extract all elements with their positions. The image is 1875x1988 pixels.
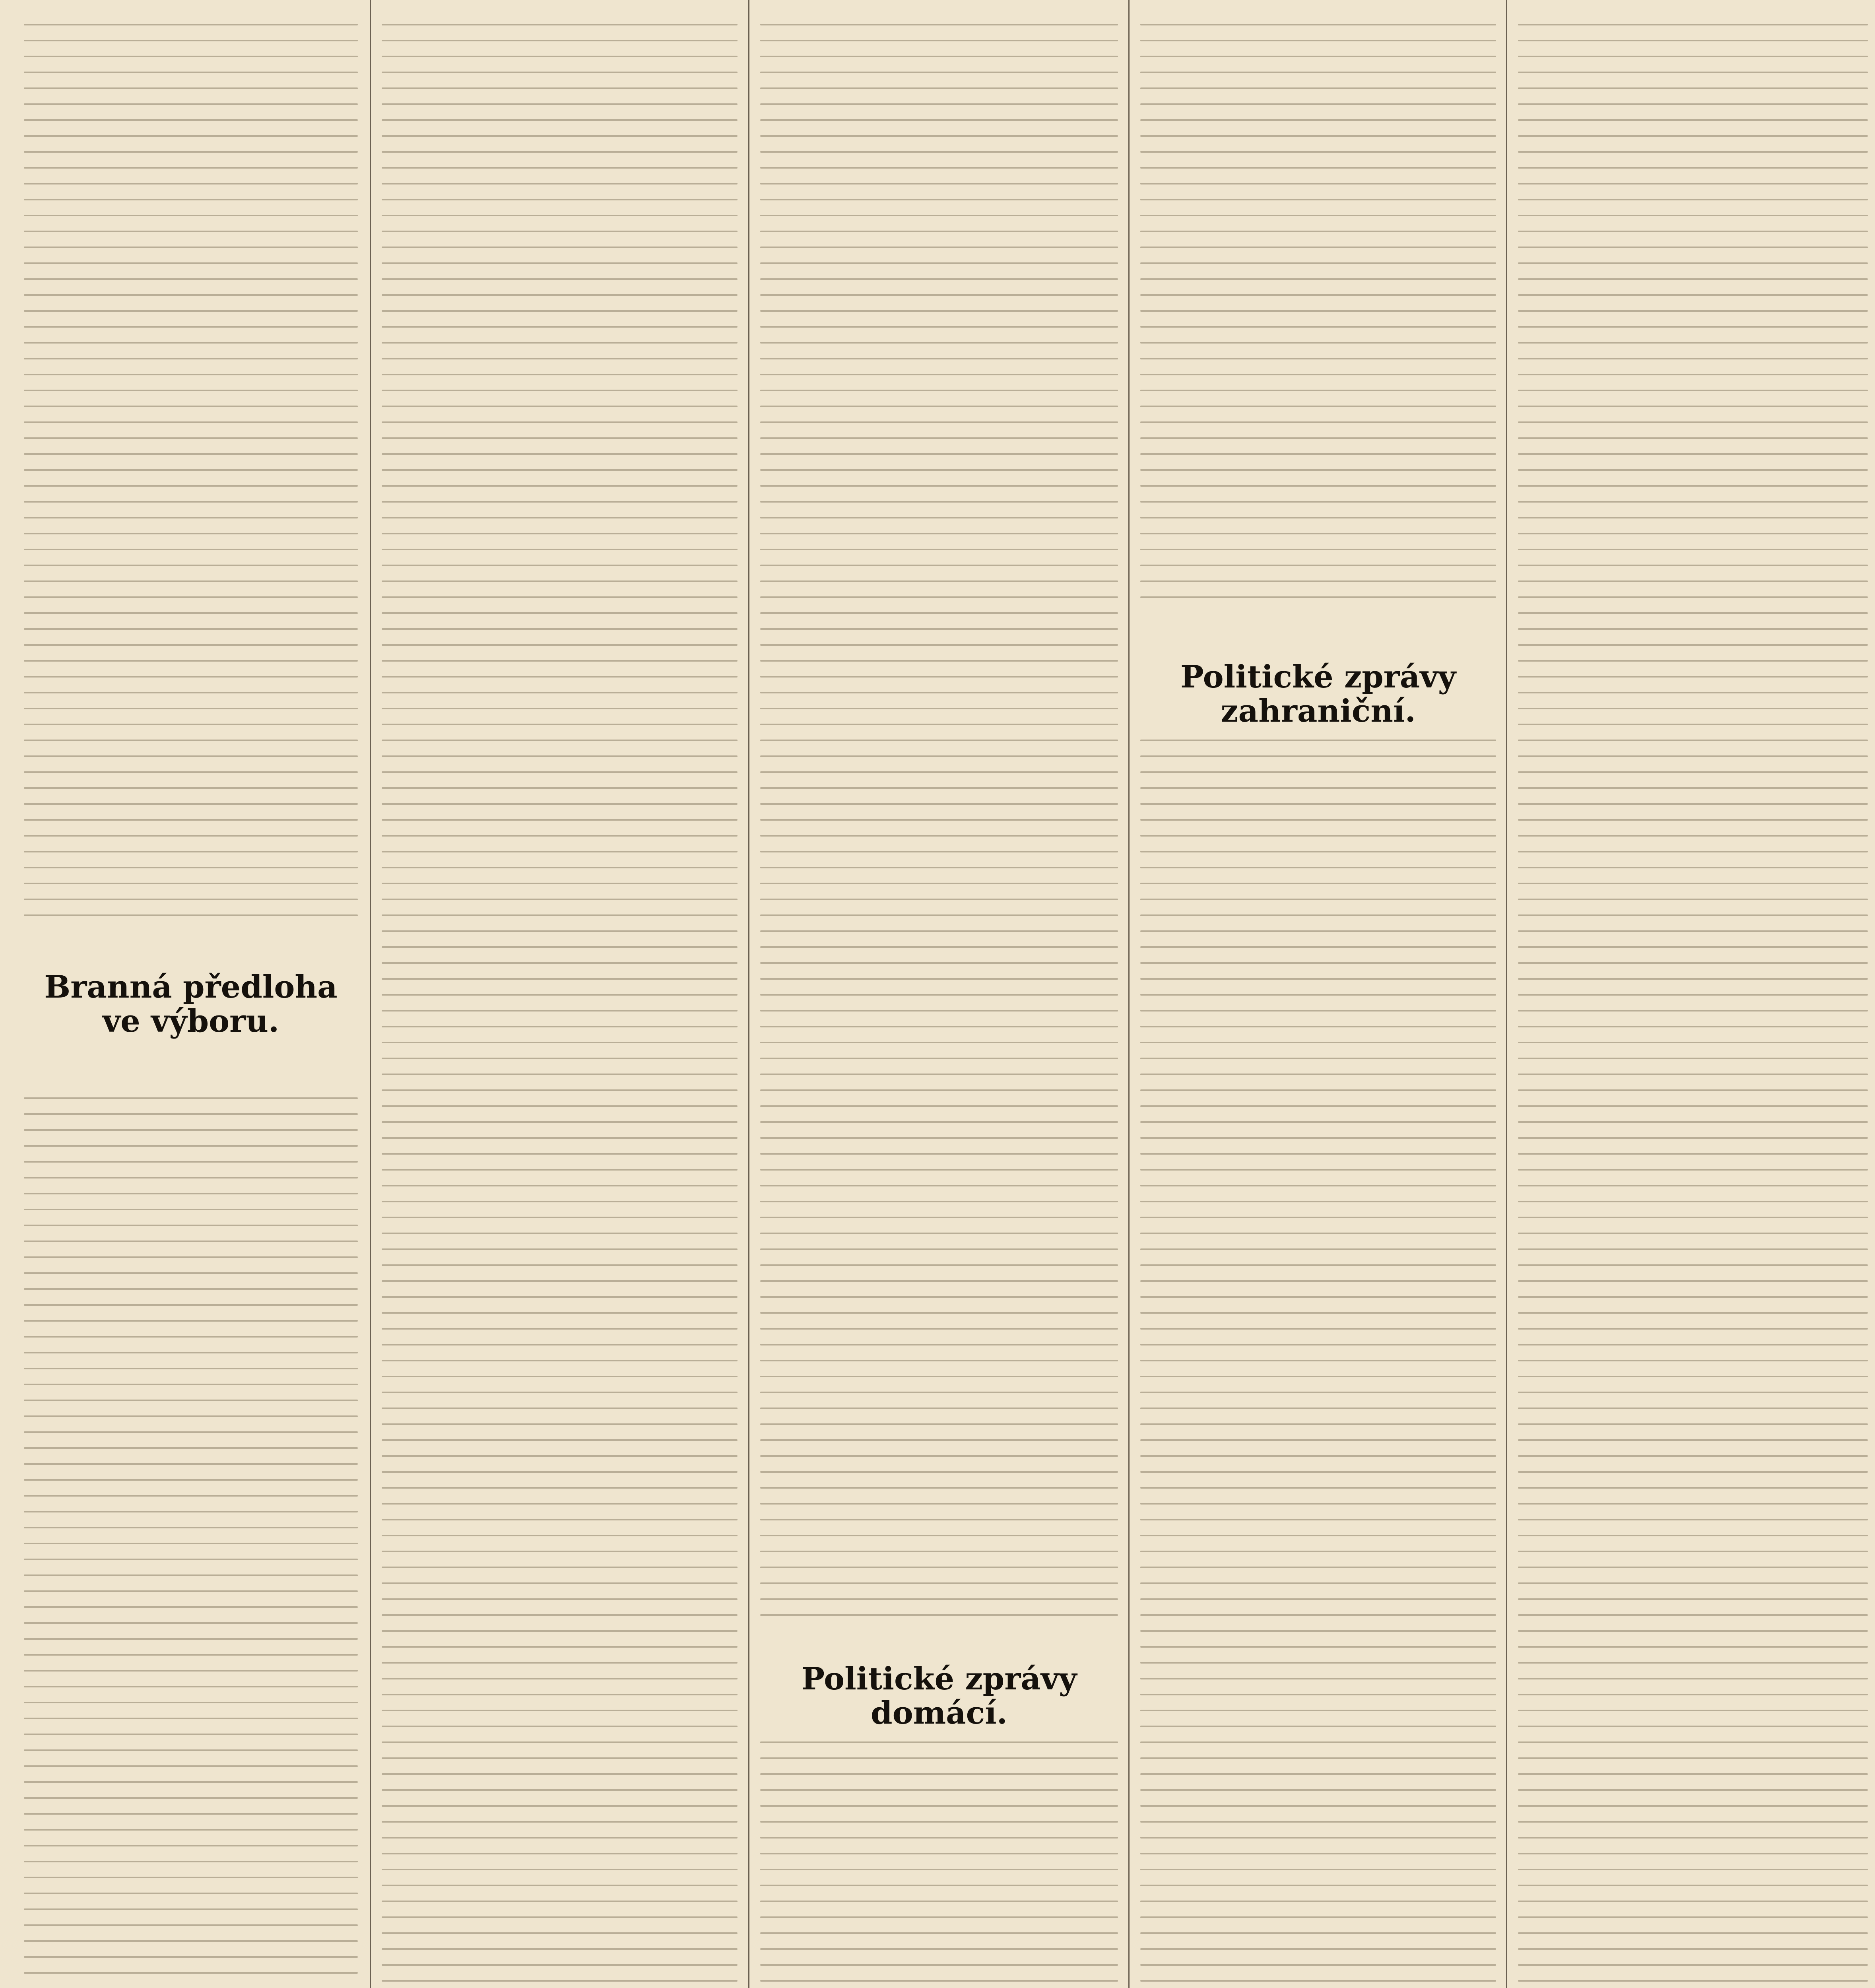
column-rule — [1128, 0, 1130, 1988]
column-3 — [760, 0, 1118, 1988]
column-1-text-top — [24, 24, 358, 934]
column-2 — [382, 0, 738, 1988]
column-2-text — [382, 24, 738, 1988]
column-rule — [1506, 0, 1507, 1988]
section-heading-1: Branná předloha ve výboru. — [44, 969, 338, 1039]
column-3-text-bottom — [760, 1741, 1118, 1988]
column-1-text-bottom — [24, 1097, 358, 1988]
section-heading-2: Politické zprávy domácí. — [801, 1661, 1077, 1731]
column-rule — [748, 0, 749, 1988]
column-4 — [1140, 0, 1496, 1988]
column-rule — [370, 0, 371, 1988]
column-3-text-top — [760, 24, 1118, 1634]
section-heading-3: Politické zprávy zahraniční. — [1180, 659, 1456, 729]
column-1 — [24, 0, 358, 1988]
column-4-text-top — [1140, 24, 1496, 628]
column-4-text-bottom — [1140, 740, 1496, 1988]
column-5-text-top — [1518, 24, 1868, 1988]
column-5 — [1518, 0, 1868, 1988]
